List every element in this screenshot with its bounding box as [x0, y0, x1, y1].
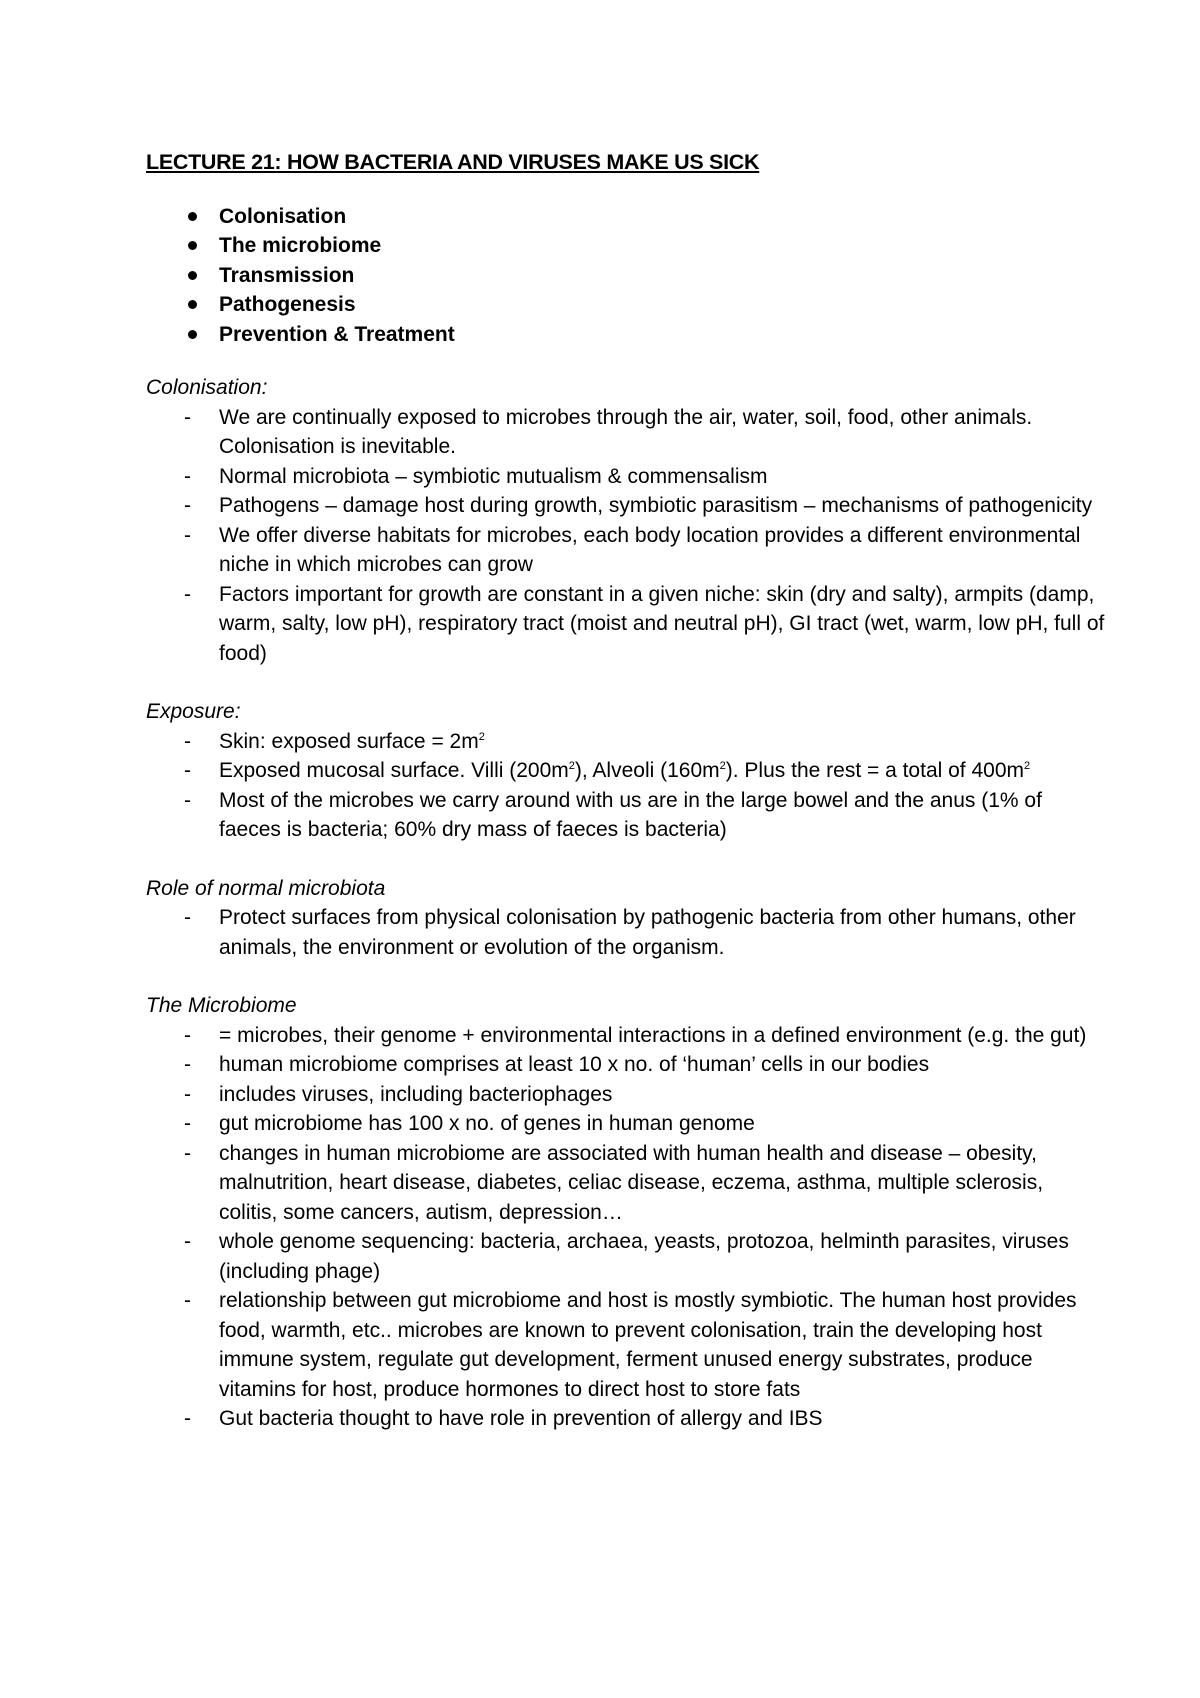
dash-marker: -	[184, 1289, 191, 1312]
dash-marker: -	[184, 759, 191, 782]
list-item: Transmission	[146, 261, 1106, 291]
list-item: - Normal microbiota – symbiotic mutualism & commensalism	[146, 462, 1106, 492]
section-heading: Exposure:	[146, 700, 241, 723]
list-item: - We offer diverse habitats for microbes, each body location provides a different environmental niche in which microbes can grow	[146, 521, 1106, 580]
normal-microbiota-section	[146, 874, 1106, 963]
dash-marker: -	[184, 1112, 191, 1135]
dash-marker: -	[184, 788, 191, 812]
list-item: Colonisation	[146, 202, 1106, 232]
list-item: - We are continually exposed to microbes through the air, water, soil, food, other animals. Colonisation is inevitable.	[146, 403, 1106, 462]
list-item: - Skin: exposed surface = $2m^2$	[146, 727, 1106, 757]
microbiome-list	[146, 1021, 1106, 1434]
dash-marker: -	[184, 494, 191, 517]
list-item: The microbiome	[146, 231, 1106, 261]
bullet-icon	[188, 330, 197, 339]
list-item: - Pathogens – damage host during growth, symbiotic parasitism – mechanisms of pathogenicity	[146, 491, 1106, 521]
list-item: - Factors important for growth are constant in a given niche: skin (dry and salty), armpits (damp, warm, salty, low pH), respiratory tract (moist and neutral pH), GI tract (wet, warm, low pH, full of food)	[146, 580, 1106, 669]
dash-marker: -	[184, 523, 191, 547]
dash-marker: -	[184, 1082, 191, 1106]
exposure-section	[146, 697, 1106, 845]
list-item: - Exposed mucosal surface. Villi $(200m^2)$, Alveoli $(160m^2)$. Plus the rest = a total of $400m^2$	[146, 756, 1106, 786]
dash-marker: -	[184, 729, 191, 753]
exposure-list	[146, 727, 1106, 845]
section-heading: Role of normal microbiota	[146, 876, 386, 900]
normal-microbiota-list	[146, 903, 1106, 962]
dash-marker: -	[184, 1407, 191, 1430]
list-item: - gut microbiome has 100 x no. of genes in human genome	[146, 1109, 1106, 1139]
list-item: Pathogenesis	[146, 290, 1106, 320]
list-item: Prevention & Treatment	[146, 320, 1106, 350]
list-item: - Protect surfaces from physical colonisation by pathogenic bacteria from other humans, other animals, the environment or evolution of the organism.	[146, 903, 1106, 962]
list-item: - changes in human microbiome are associated with human health and disease – obesity, malnutrition, heart disease, diabetes, celiac disease, eczema, asthma, multiple sclerosis, colitis, some cancers, autism, depression…	[146, 1139, 1106, 1228]
section-heading: The Microbiome	[146, 994, 297, 1017]
microbiome-section	[146, 991, 1106, 1434]
topic-list	[146, 202, 1106, 350]
dash-marker: -	[184, 1230, 191, 1253]
list-item: - Most of the microbes we carry around with us are in the large bowel and the anus (1% of faeces is bacteria; 60% dry mass of faeces is bacteria)	[146, 786, 1106, 845]
dash-marker: -	[184, 1053, 191, 1076]
list-item: - = microbes, their genome + environmental interactions in a defined environment (e.g. the gut)	[146, 1021, 1106, 1051]
bullet-icon	[188, 212, 197, 221]
section-heading: Colonisation:	[146, 376, 268, 399]
document-content	[146, 148, 1106, 1463]
list-item: - includes viruses, including bacteriophages	[146, 1080, 1106, 1110]
dash-marker: -	[184, 582, 191, 606]
list-item: - relationship between gut microbiome and host is mostly symbiotic. The human host provides food, warmth, etc.. microbes are known to prevent colonisation, train the developing host immune system, regulate gut development, ferment unused energy substrates, produce vitamins for host, produce hormones to direct host to store fats	[146, 1286, 1106, 1404]
dash-marker: -	[184, 1141, 191, 1165]
dash-marker: -	[184, 464, 191, 488]
bullet-icon	[188, 271, 197, 280]
bullet-icon	[188, 241, 197, 250]
colonisation-list	[146, 403, 1106, 669]
list-item: - Gut bacteria thought to have role in prevention of allergy and IBS	[146, 1404, 1106, 1434]
dash-marker: -	[184, 906, 191, 929]
list-item: - human microbiome comprises at least 10 x no. of ‘human’ cells in our bodies	[146, 1050, 1106, 1080]
page-title: LECTURE 21: HOW BACTERIA AND VIRUSES MAKE US SICK	[146, 150, 760, 174]
list-item: - whole genome sequencing: bacteria, archaea, yeasts, protozoa, helminth parasites, viruses (including phage)	[146, 1227, 1106, 1286]
dash-marker: -	[184, 405, 191, 429]
colonisation-section	[146, 373, 1106, 668]
dash-marker: -	[184, 1023, 191, 1047]
bullet-icon	[188, 300, 197, 309]
